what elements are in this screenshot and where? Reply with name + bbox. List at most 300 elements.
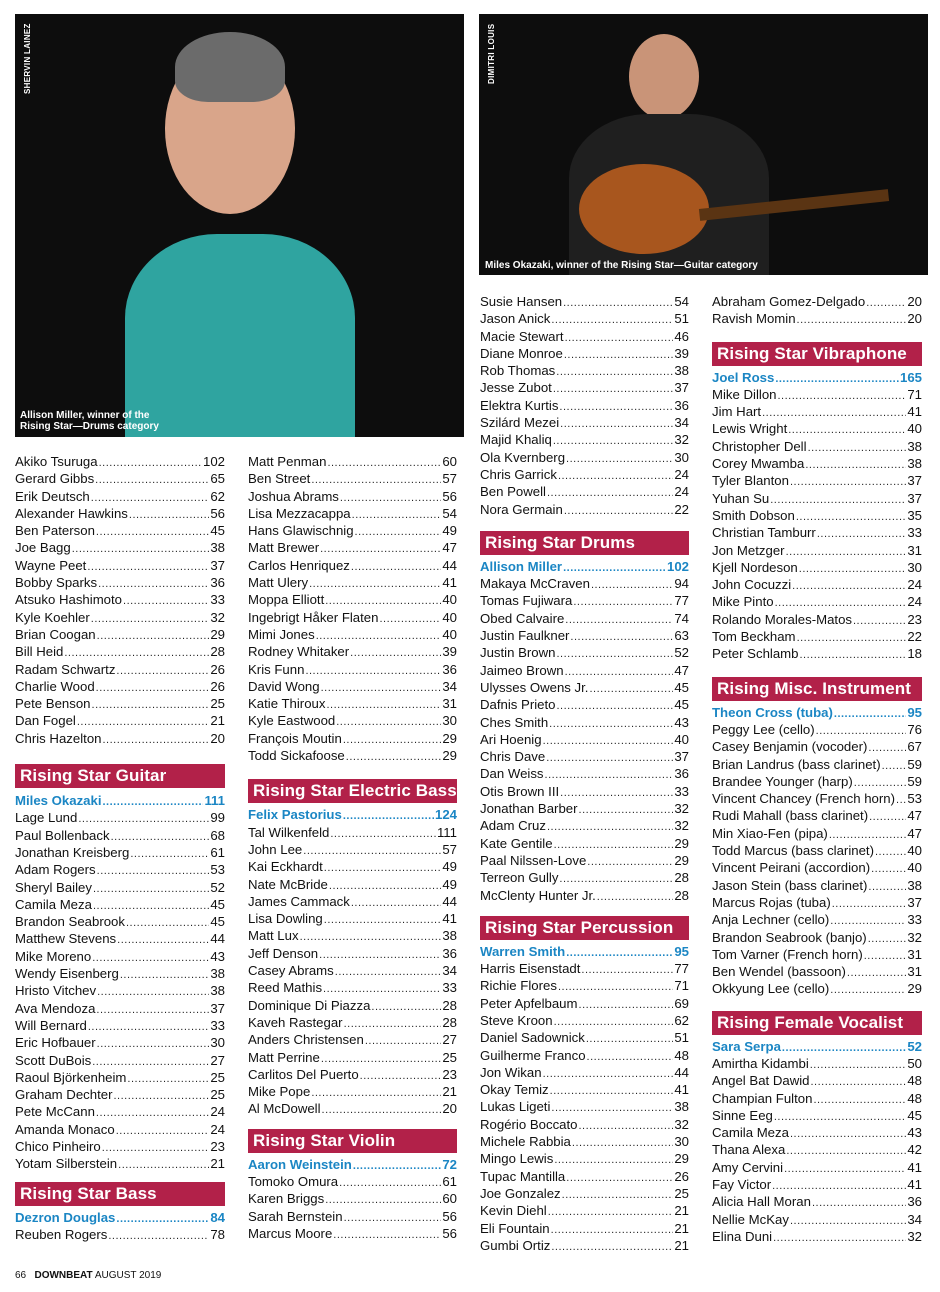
result-entry [15,930,225,947]
entry-name: Todd Marcus (bass clarinet) [712,843,874,859]
dot-leader [773,1230,906,1247]
result-entry [248,1049,457,1066]
entry-votes: 48 [907,1073,922,1089]
entry-name: Vincent Chancey (French horn) [712,791,896,807]
result-entry [248,453,457,470]
entry-name: Steve Kroon [480,1012,553,1028]
entry-name: Chris Garrick [480,466,557,482]
entry-votes: 71 [907,386,922,402]
winner-entry [480,558,689,575]
result-entry [15,609,225,626]
entry-votes: 84 [210,1209,225,1225]
result-entry [15,879,225,896]
entry-name: Rolando Morales-Matos [712,611,852,627]
dot-leader [778,388,907,405]
entry-votes: 61 [210,844,225,860]
entry-votes: 45 [674,679,689,695]
dot-leader [566,1170,673,1187]
entry-votes: 32 [907,1228,922,1244]
result-entry [712,628,922,645]
dot-leader [379,611,441,628]
dot-leader [543,1066,674,1083]
results-list [480,960,689,1254]
dot-leader [581,962,673,979]
entry-name: Paal Nilssen-Love [480,852,587,868]
entry-name: Lukas Ligeti [480,1099,551,1115]
entry-name: Jesse Zubot [480,380,552,396]
entry-votes: 48 [674,1047,689,1063]
result-entry [248,626,457,643]
dot-leader [343,808,434,825]
entry-votes: 24 [674,484,689,500]
dot-leader [325,1192,441,1209]
dot-leader [792,578,906,595]
entry-votes: 52 [674,645,689,661]
result-entry [15,1155,225,1172]
result-entry [480,960,689,977]
entry-votes: 20 [907,311,922,327]
entry-votes: 23 [907,611,922,627]
entry-name: Ben Street [248,471,311,487]
result-entry [15,809,225,826]
result-entry [248,1083,457,1100]
entry-votes: 25 [442,1049,457,1065]
result-entry [712,507,922,524]
entry-name: Sinne Eeg [712,1107,773,1123]
dot-leader [566,451,673,468]
entry-votes: 31 [442,696,457,712]
entry-name: Sara Serpa [712,1038,781,1054]
dot-leader [97,863,210,880]
result-entry [712,455,922,472]
entry-name: Reed Mathis [248,980,323,996]
entry-name: Dafnis Prieto [480,697,556,713]
entry-name: Susie Hansen [480,294,563,309]
entry-name: Raoul Björkenheim [15,1069,127,1085]
dot-leader [92,697,210,714]
entry-votes: 45 [210,914,225,930]
result-entry [15,712,225,729]
entry-votes: 32 [210,609,225,625]
entry-votes: 40 [674,731,689,747]
results-list [480,293,689,518]
entry-name: Katie Thiroux [248,696,326,712]
dot-leader [564,503,674,520]
result-entry [712,807,922,824]
result-entry [15,1017,225,1034]
entry-name: Jonathan Kreisberg [15,844,130,860]
dot-leader [339,1175,441,1192]
entry-votes: 59 [907,756,922,772]
winner-entry [248,806,457,823]
entry-votes: 37 [210,1000,225,1016]
entry-votes: 34 [907,1211,922,1227]
result-entry [712,1090,922,1107]
result-entry [248,1190,457,1207]
entry-name: Peter Schlamb [712,646,799,662]
entry-name: Mike Pinto [712,594,774,610]
dot-leader [589,681,673,698]
entry-name: Jason Stein (bass clarinet) [712,877,868,893]
photo-credit: SHERVIN LAINEZ [23,23,32,94]
entry-name: Jaimeo Brown [480,662,564,678]
result-entry [248,1208,457,1225]
page-footer [15,1270,161,1281]
result-entry [712,1228,922,1245]
entry-name: Vincent Peirani (accordion) [712,860,871,876]
entry-name: Tom Beckham [712,629,796,645]
entry-name: Amy Cervini [712,1159,784,1175]
entry-votes: 57 [442,841,457,857]
entry-name: Jim Hart [712,404,762,420]
entry-name: Scott DuBois [15,1052,92,1068]
entry-name: Mike Pope [248,1084,311,1100]
result-entry [480,362,689,379]
result-entry [712,929,922,946]
entry-votes: 38 [674,363,689,379]
dot-leader [365,1033,442,1050]
entry-votes: 43 [907,1125,922,1141]
entry-name: Min Xiao-Fen (pipa) [712,825,828,841]
result-entry [480,431,689,448]
winner-entry [15,1209,225,1226]
result-entry [480,1185,689,1202]
entry-name: Charlie Wood [15,678,95,694]
entry-votes: 61 [442,1173,457,1189]
result-entry [480,1029,689,1046]
entry-name: Mike Dillon [712,386,777,402]
entry-name: Diane Monroe [480,345,563,361]
result-entry [15,896,225,913]
result-entry [15,678,225,695]
entry-name: Ari Hoenig [480,731,542,747]
category-header-guitar: Rising Star Guitar [15,764,225,788]
result-entry [480,1047,689,1064]
entry-name: Carlitos Del Puerto [248,1066,359,1082]
entry-votes: 52 [907,1038,922,1054]
entry-votes: 72 [442,1156,457,1172]
entry-votes: 49 [442,876,457,892]
entry-name: Moppa Elliott [248,592,325,608]
entry-name: Tal Wilkenfeld [248,824,330,840]
entry-votes: 32 [907,929,922,945]
entry-name: Szilárd Mezei [480,415,560,431]
entry-votes: 51 [674,311,689,327]
dot-leader [355,524,442,541]
entry-votes: 43 [674,714,689,730]
entry-votes: 45 [674,697,689,713]
dot-leader [351,895,441,912]
result-entry [248,522,457,539]
dot-leader [786,544,907,561]
result-entry [480,1116,689,1133]
entry-name: Brandee Younger (harp) [712,773,853,789]
photo-guitar-shape [579,164,709,254]
result-entry [712,1072,922,1089]
result-entry [712,980,922,997]
result-entry [480,397,689,414]
result-entry [15,591,225,608]
result-entry [712,911,922,928]
result-entry [712,1124,922,1141]
entry-votes: 32 [674,818,689,834]
result-entry [15,913,225,930]
photo-caption: Allison Miller, winner of the Rising Star—Drums category [20,410,159,432]
result-entry [480,592,689,609]
dot-leader [896,792,906,809]
entry-votes: 33 [442,980,457,996]
entry-name: Lewis Wright [712,421,788,437]
entry-votes: 40 [907,843,922,859]
entry-votes: 42 [907,1142,922,1158]
entry-name: Aaron Weinstein [248,1156,352,1172]
entry-votes: 44 [442,557,457,573]
result-entry [712,472,922,489]
entry-votes: 60 [442,1191,457,1207]
entry-votes: 95 [674,943,689,959]
entry-name: Fay Victor [712,1177,772,1193]
entry-votes: 38 [210,966,225,982]
category-winner [248,806,457,823]
result-entry [15,982,225,999]
result-entry [712,1176,922,1193]
entry-votes: 102 [202,454,225,469]
result-entry [480,1220,689,1237]
dot-leader [565,330,674,347]
result-entry [712,645,922,662]
entry-votes: 20 [442,1101,457,1117]
entry-name: Ingebrigt Håker Flaten [248,609,379,625]
result-entry [248,945,457,962]
entry-votes: 52 [210,879,225,895]
entry-name: Hans Glawischnig [248,523,354,539]
entry-name: Daniel Sadownick [480,1030,585,1046]
dot-leader [775,371,899,388]
entry-votes: 41 [442,911,457,927]
column-3 [480,293,689,1254]
entry-name: Rob Thomas [480,363,556,379]
result-entry [15,1000,225,1017]
result-entry [15,539,225,556]
entry-name: Otis Brown III [480,783,560,799]
dot-leader [553,433,673,450]
entry-name: Tupac Mantilla [480,1168,566,1184]
entry-votes: 21 [442,1084,457,1100]
entry-votes: 45 [907,1107,922,1123]
entry-votes: 30 [210,1035,225,1051]
entry-votes: 34 [442,678,457,694]
result-entry [480,1012,689,1029]
entry-votes: 111 [436,824,457,840]
entry-votes: 26 [210,678,225,694]
entry-votes: 37 [210,557,225,573]
dot-leader [579,1118,674,1135]
dot-leader [549,716,673,733]
entry-votes: 77 [674,961,689,977]
dot-leader [564,347,673,364]
entry-name: Nellie McKay [712,1211,789,1227]
result-entry [248,747,457,764]
entry-name: Peggy Lee (cello) [712,721,815,737]
dot-leader [91,611,210,628]
entry-name: Abraham Gomez-Delgado [712,294,866,309]
result-entry [248,695,457,712]
entry-name: Paul Bollenback [15,827,110,843]
entry-name: Justin Brown [480,645,556,661]
result-entry [480,1081,689,1098]
entry-name: David Wong [248,678,320,694]
entry-votes: 65 [210,471,225,487]
entry-votes: 36 [442,661,457,677]
dot-leader [811,1074,907,1091]
entry-name: Rogério Boccato [480,1116,578,1132]
entry-votes: 32 [674,801,689,817]
entry-name: Kai Eckhardt [248,859,323,875]
entry-votes: 20 [210,730,225,746]
dot-leader [127,1071,209,1088]
result-entry [480,765,689,782]
entry-name: Hristo Vitchev [15,983,97,999]
dot-leader [311,1085,441,1102]
dot-leader [875,844,906,861]
result-entry [480,731,689,748]
dot-leader [88,1019,210,1036]
category-winner [480,558,689,575]
result-entry [15,730,225,747]
dot-leader [96,1002,209,1019]
entry-name: Joe Bagg [15,540,71,556]
entry-name: Sarah Bernstein [248,1208,343,1224]
result-entry [480,501,689,518]
entry-name: Jonathan Barber [480,801,578,817]
dot-leader [72,541,210,558]
dot-leader [834,706,906,723]
dot-leader [797,630,907,647]
result-entry [15,574,225,591]
result-entry [712,310,922,327]
entry-votes: 47 [907,825,922,841]
entry-name: Akiko Tsuruga [15,454,98,469]
dot-leader [96,680,210,697]
result-entry [712,438,922,455]
dot-leader [790,474,906,491]
entry-votes: 33 [210,1017,225,1033]
entry-name: Matt Penman [248,454,327,469]
dot-leader [326,697,441,714]
entry-name: Yuhan Su [712,490,770,506]
entry-name: Warren Smith [480,943,566,959]
entry-name: Chico Pinheiro [15,1138,101,1154]
dot-leader [319,947,441,964]
dot-leader [116,663,209,680]
result-entry [15,643,225,660]
result-entry [15,827,225,844]
result-entry [480,1237,689,1254]
result-entry [15,861,225,878]
dot-leader [560,416,673,433]
entry-votes: 36 [442,945,457,961]
result-entry [248,1173,457,1190]
entry-votes: 47 [907,808,922,824]
result-entry [480,310,689,327]
entry-votes: 49 [442,859,457,875]
entry-name: Kate Gentile [480,835,553,851]
entry-name: Michele Rabbia [480,1134,571,1150]
dot-leader [108,1228,209,1245]
result-entry [480,328,689,345]
result-entry [480,800,689,817]
entry-name: Mimi Jones [248,626,315,642]
entry-name: Okkyung Lee (cello) [712,981,830,997]
results-list [480,575,689,904]
result-entry [480,1150,689,1167]
entry-name: Kyle Eastwood [248,713,336,729]
entry-votes: 45 [210,523,225,539]
entry-votes: 35 [907,507,922,523]
entry-votes: 67 [907,739,922,755]
entry-name: Pete McCann [15,1104,95,1120]
dot-leader [118,1157,209,1174]
result-entry [480,1202,689,1219]
entry-name: Nate McBride [248,876,328,892]
dot-leader [346,749,442,766]
entry-votes: 23 [210,1138,225,1154]
dot-leader [97,984,209,1001]
result-entry [712,403,922,420]
entry-name: Brandon Seabrook [15,914,125,930]
dot-leader [817,526,907,543]
dot-leader [853,613,906,630]
dot-leader [336,714,441,731]
entry-name: Peter Apfelbaum [480,995,578,1011]
entry-name: Wendy Eisenberg [15,966,119,982]
entry-name: Camila Meza [15,896,92,912]
result-entry [480,852,689,869]
entry-votes: 28 [442,1014,457,1030]
result-entry [712,1055,922,1072]
result-entry [480,1064,689,1081]
entry-votes: 37 [907,894,922,910]
entry-name: Elina Duni [712,1228,773,1244]
dot-leader [790,1213,906,1230]
dot-leader [868,931,907,948]
result-entry [480,679,689,696]
entry-votes: 33 [210,592,225,608]
results-list [15,809,225,1172]
entry-name: Amanda Monaco [15,1121,115,1137]
dot-leader [864,948,907,965]
dot-leader [597,889,674,906]
entry-votes: 41 [442,575,457,591]
entry-votes: 38 [907,438,922,454]
dot-leader [813,1092,906,1109]
entry-name: Tomas Fujiwara [480,593,573,609]
entry-votes: 24 [907,577,922,593]
photo-credit: DIMITRI LOUIS [487,23,496,84]
column-1 [15,453,225,1243]
entry-votes: 33 [907,912,922,928]
dot-leader [573,594,673,611]
entry-votes: 57 [442,471,457,487]
entry-votes: 24 [907,594,922,610]
entry-name: Lisa Mezzacappa [248,505,351,521]
result-entry [248,979,457,996]
entry-name: Kaveh Rastegar [248,1014,343,1030]
result-entry [712,756,922,773]
results-list [712,1055,922,1245]
entry-name: Lisa Dowling [248,911,323,927]
entry-name: Matt Ulery [248,575,309,591]
